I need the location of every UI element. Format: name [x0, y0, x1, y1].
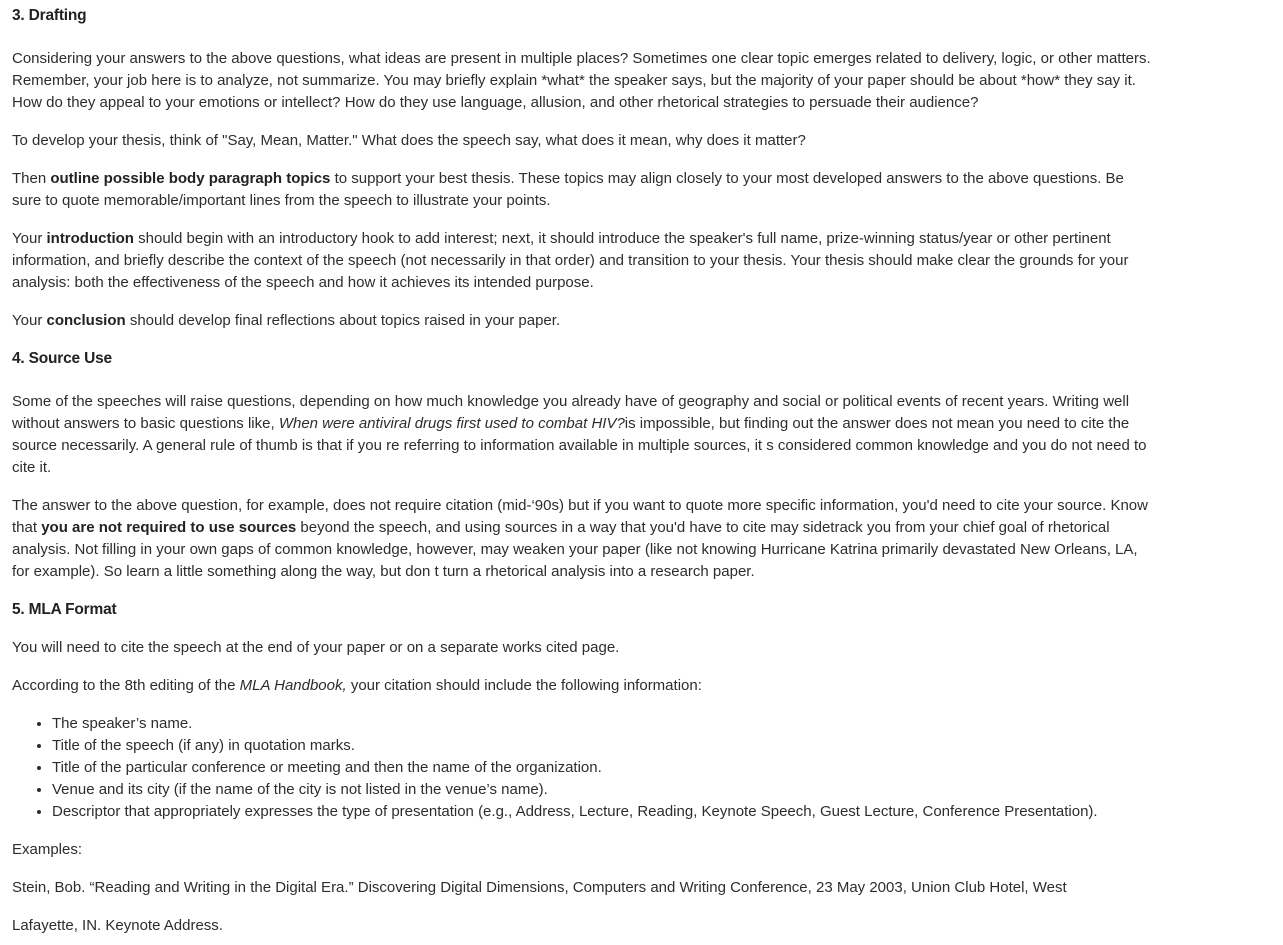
- text-run: According to the 8th editing of the: [12, 677, 240, 694]
- text-run: should develop final reflections about topics raised in your paper.: [125, 312, 561, 329]
- section-heading-source-use: 4. Source Use: [12, 350, 112, 367]
- bold-phrase: you are not required to use sources: [41, 519, 297, 536]
- text-run: Your: [12, 312, 47, 329]
- citation-requirements-list: [12, 713, 1152, 823]
- text-run: is impossible, but finding out the answer does not mean you need to cite the source necessarily. A general rule of thumb is that if you re referring to information available in multiple sources, it s considered common knowledge and you do not need to cite it.: [12, 415, 1147, 476]
- section-heading-drafting: 3. Drafting: [12, 7, 87, 24]
- text-run: Then: [12, 170, 51, 187]
- drafting-paragraph-4: [12, 228, 1152, 294]
- bold-phrase: introduction: [46, 230, 134, 247]
- bold-phrase: outline possible body paragraph topics: [50, 170, 331, 187]
- source-use-paragraph-2: [12, 495, 1152, 583]
- list-item: • The speaker’s name.: [52, 713, 1152, 735]
- mla-paragraph-1: You will need to cite the speech at the end of your paper or on a separate works cited page.: [12, 639, 620, 656]
- drafting-paragraph-3: [12, 168, 1152, 212]
- list-item: • Venue and its city (if the name of the city is not listed in the venue’s name).: [52, 779, 1152, 801]
- mla-paragraph-2: [12, 675, 1152, 697]
- list-item: • Title of the speech (if any) in quotation marks.: [52, 735, 1152, 757]
- text-run: your citation should include the following information:: [346, 677, 702, 694]
- example-citation-line-2: Lafayette, IN. Keynote Address.: [12, 917, 223, 934]
- text-run: beyond the speech, and using sources in a way that you'd have to cite may sidetrack you from your chief goal of rhetorical analysis. Not filling in your own gaps of common knowledge, however, may weaken your paper (like not knowing Hurricane Katrina primarily devastated New Orleans, LA, for example). So learn a little something along the way, but don t turn a rhetorical analysis into a research paper.: [12, 519, 1138, 580]
- text-run: to support your best thesis. These topics may align closely to your most developed answers to the above questions. Be sure to quote memorable/important lines from the speech to illustrate your points.: [12, 170, 1124, 209]
- drafting-paragraph-1: Considering your answers to the above questions, what ideas are present in multiple places? Sometimes one clear topic emerges related to delivery, logic, or other matters. Remember, your job here is to analyze, not summarize. You may briefly explain *what* the speaker says, but the majority of your paper should be about *how* they say it. How do they appeal to your emotions or intellect? How do they use language, allusion, and other rhetorical strategies to persuade their audience?: [12, 50, 1151, 111]
- list-item: • Title of the particular conference or meeting and then the name of the organization.: [52, 757, 1152, 779]
- drafting-paragraph-5: [12, 310, 1152, 332]
- text-run: Your: [12, 230, 47, 247]
- list-item: • Descriptor that appropriately expresses the type of presentation (e.g., Address, Lecture, Reading, Keynote Speech, Guest Lecture, Conference Presentation).: [52, 801, 1152, 823]
- italic-phrase: When were antiviral drugs first used to combat HIV?: [278, 415, 625, 432]
- text-run: Some of the speeches will raise questions, depending on how much knowledge you already have of geography and social or political events of recent years. Writing well without answers to basic questions like,: [12, 393, 1130, 432]
- text-run: should begin with an introductory hook to add interest; next, it should introduce the speaker's full name, prize-winning status/year or other pertinent information, and briefly describe the context of the speech (not necessarily in that order) and transition to your thesis. Your thesis should make clear the grounds for your analysis: both the effectiveness of the speech and how it achieves its intended purpose.: [12, 230, 1129, 291]
- drafting-paragraph-2: To develop your thesis, think of "Say, Mean, Matter." What does the speech say, what does it mean, why does it matter?: [12, 132, 806, 149]
- examples-label: Examples:: [12, 841, 83, 858]
- source-use-paragraph-1: [12, 391, 1152, 479]
- example-citation-line-1: Stein, Bob. “Reading and Writing in the Digital Era.” Discovering Digital Dimensions, Computers and Writing Conference, 23 May 2003, Union Club Hotel, West: [12, 879, 1067, 896]
- section-heading-mla-format: 5. MLA Format: [12, 601, 117, 618]
- text-run: The answer to the above question, for example, does not require citation (mid-‘90s) but if you want to quote more specific information, you'd need to cite your source. Know that: [12, 497, 1148, 536]
- italic-phrase: MLA Handbook,: [239, 677, 347, 694]
- bold-phrase: conclusion: [46, 312, 126, 329]
